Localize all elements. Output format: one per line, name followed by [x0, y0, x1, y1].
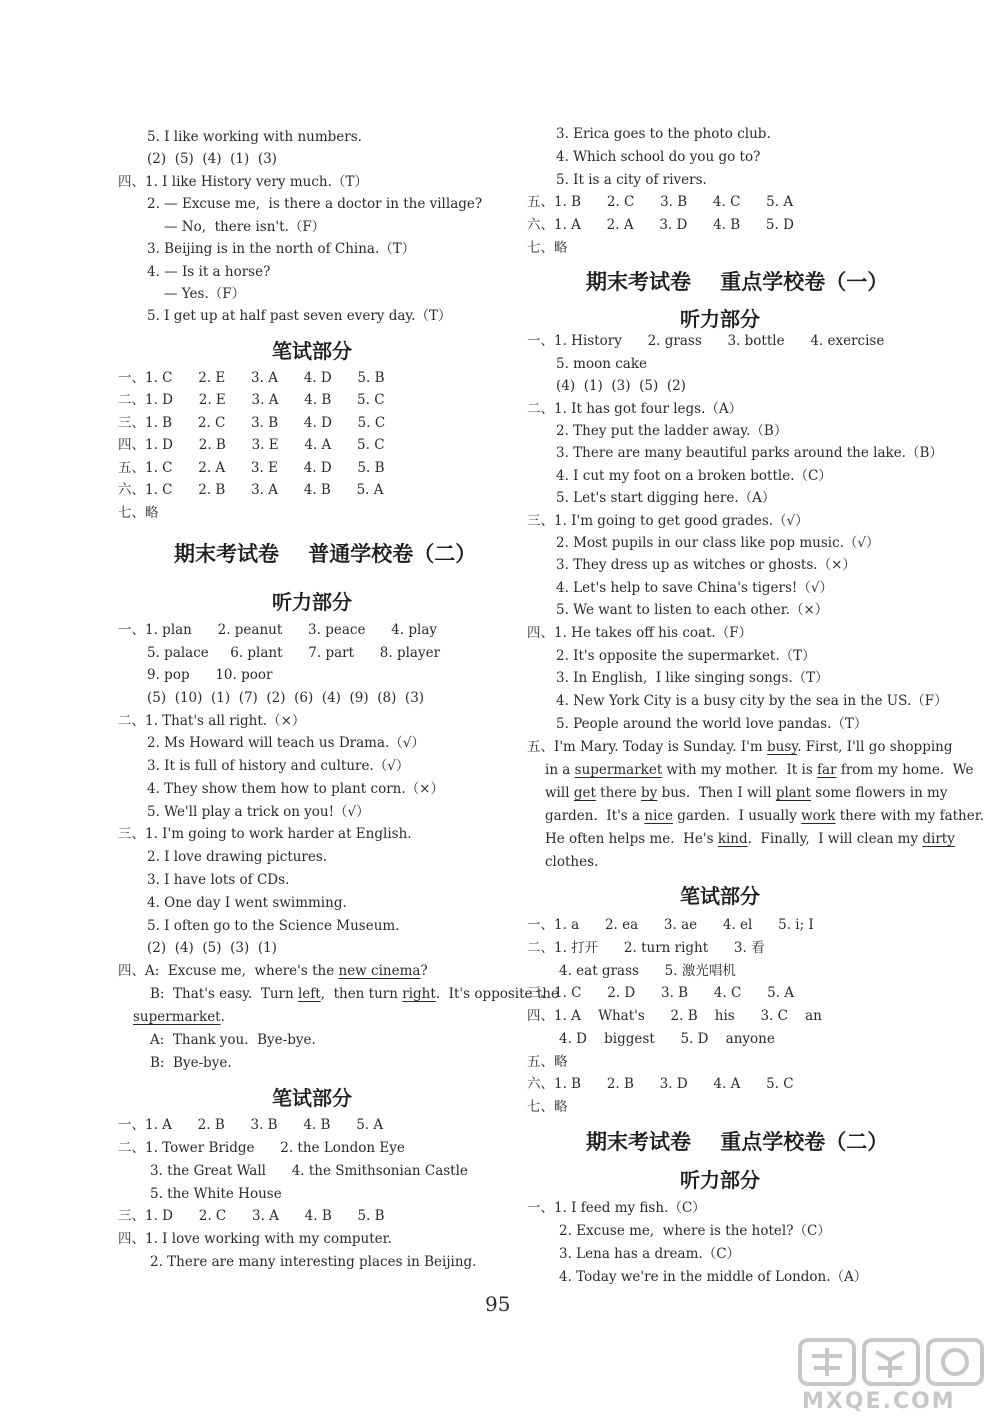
answer-line: 一、1. plan 2. peanut 3. peace 4. play: [118, 622, 437, 638]
answer-line: 六、1. A 2. A 3. D 4. B 5. D: [527, 217, 794, 233]
answer-line: 5. We want to listen to each other.（×）: [556, 602, 829, 618]
underlined-answer: dirty: [922, 831, 955, 847]
answer-line: 5. palace 6. plant 7. part 8. player: [147, 645, 441, 661]
answer-line: 一、1. History 2. grass 3. bottle 4. exercise: [527, 333, 885, 349]
answer-line: 七、略: [527, 240, 568, 256]
underlined-answer: by: [641, 785, 658, 801]
underlined-answer: far: [817, 762, 837, 778]
answer-line: 一、1. I feed my fish.（C）: [527, 1200, 706, 1216]
answer-line: 3. In English, I like singing songs.（T）: [556, 670, 829, 686]
answer-line: 二、1. 打开 2. turn right 3. 看: [527, 940, 765, 956]
exam-title: 期末考试卷 普通学校卷（二）: [174, 542, 477, 566]
answer-line: 4. Let's help to save China's tigers!（√）: [556, 580, 833, 596]
answer-line: 三、1. B 2. C 3. B 4. D 5. C: [118, 415, 386, 431]
answer-line: 5. Let's start digging here.（A）: [556, 490, 776, 506]
underlined-answer: kind: [717, 831, 748, 847]
answer-line: 3. Beijing is in the north of China.（T）: [147, 241, 416, 257]
answer-line: 3. Lena has a dream.（C）: [559, 1246, 741, 1262]
answer-line: 三、1. C 2. D 3. B 4. C 5. A: [527, 985, 795, 1001]
underlined-answer: busy: [767, 739, 798, 755]
underlined-answer: nice: [644, 808, 673, 824]
watermark-logo: [798, 1338, 986, 1412]
answer-line: 五、1. B 2. C 3. B 4. C 5. A: [527, 194, 794, 210]
answer-line: 5. It is a city of rivers.: [556, 172, 707, 188]
underlined-answer: supermarket: [133, 1009, 221, 1025]
dialogue-line: supermarket.: [133, 1009, 225, 1025]
answer-line: 七、略: [118, 505, 159, 521]
answer-line: 3. I have lots of CDs.: [147, 872, 290, 888]
answer-line: 4. One day I went swimming.: [147, 895, 347, 911]
answer-line: (2) (5) (4) (1) (3): [147, 151, 277, 167]
dialogue-line: B: That's easy. Turn left, then turn right. It's opposite the: [150, 986, 559, 1002]
answer-line: 5. I often go to the Science Museum.: [147, 918, 400, 934]
underlined-answer: supermarket: [574, 762, 663, 778]
passage-line: clothes.: [545, 854, 599, 870]
answer-line: 2. There are many interesting places in Beijing.: [150, 1254, 477, 1270]
answer-line: 4. — Is it a horse?: [147, 264, 271, 280]
answer-line: 四、1. He takes off his coat.（F）: [527, 625, 753, 641]
answer-line: 4. Today we're in the middle of London.（A）: [559, 1269, 868, 1285]
passage-line: in a supermarket with my mother. It is far from my home. We: [545, 762, 974, 778]
section-heading-written: 笔试部分: [272, 1086, 352, 1110]
dialogue-line: B: Bye-bye.: [150, 1055, 232, 1071]
answer-line: 4. Which school do you go to?: [556, 149, 761, 165]
dialogue-line: 四、A: Excuse me, where's the new cinema?: [118, 963, 428, 979]
underlined-answer: work: [801, 808, 836, 824]
passage-line: garden. It's a nice garden. I usually work there with my father.: [545, 808, 985, 824]
answer-line: 3. It is full of history and culture.（√）: [147, 758, 410, 774]
answer-line: 四、1. A What's 2. B his 3. C an: [527, 1008, 822, 1024]
answer-line: 4. I cut my foot on a broken bottle.（C）: [556, 468, 832, 484]
answer-line: 3. Erica goes to the photo club.: [556, 126, 771, 142]
answer-line: — No, there isn't.（F）: [164, 219, 326, 235]
answer-line: 5. People around the world love pandas.（T）: [556, 716, 868, 732]
underlined-answer: left: [297, 986, 321, 1002]
answer-line: 5. I get up at half past seven every day.（T）: [147, 308, 452, 324]
answer-line: 六、1. C 2. B 3. A 4. B 5. A: [118, 482, 384, 498]
answer-line: 2. It's opposite the supermarket.（T）: [556, 648, 816, 664]
section-heading-written: 笔试部分: [272, 339, 352, 363]
answer-line: (2) (4) (5) (3) (1): [147, 940, 277, 956]
answer-line: (4) (1) (3) (5) (2): [556, 378, 686, 394]
exam-title: 期末考试卷 重点学校卷（二）: [586, 1130, 889, 1154]
section-heading-listening: 听力部分: [272, 590, 352, 614]
passage-line: will get there by bus. Then I will plant some flowers in my: [545, 785, 948, 801]
answer-line: 2. I love drawing pictures.: [147, 849, 328, 865]
answer-line: 三、1. I'm going to get good grades.（√）: [527, 513, 809, 529]
answer-line: 一、1. a 2. ea 3. ae 4. el 5. i; I: [527, 917, 814, 933]
answer-line: 五、1. C 2. A 3. E 4. D 5. B: [118, 460, 385, 476]
answer-line: 二、1. That's all right.（×）: [118, 713, 306, 729]
answer-line: 2. Most pupils in our class like pop music.（√）: [556, 535, 880, 551]
exam-title: 期末考试卷 重点学校卷（一）: [586, 270, 889, 294]
answer-line: 三、1. I'm going to work harder at English.: [118, 826, 412, 842]
answer-line: 一、1. A 2. B 3. B 4. B 5. A: [118, 1117, 384, 1133]
answer-line: 3. They dress up as witches or ghosts.（×）: [556, 557, 856, 573]
passage-line: He often helps me. He's kind. Finally, I will clean my dirty: [545, 831, 955, 847]
answer-line: 二、1. D 2. E 3. A 4. B 5. C: [118, 392, 385, 408]
answer-line: 2. They put the ladder away.（B）: [556, 423, 788, 439]
underlined-answer: new cinema: [338, 963, 421, 979]
answer-line: 5. I like working with numbers.: [147, 129, 362, 145]
section-heading-listening: 听力部分: [680, 307, 760, 331]
answer-line: 3. There are many beautiful parks around the lake.（B）: [556, 445, 943, 461]
answer-line: 4. New York City is a busy city by the sea in the US.（F）: [556, 693, 948, 709]
dialogue-line: A: Thank you. Bye-bye.: [150, 1032, 316, 1048]
answer-line: 四、1. I like History very much.（T）: [118, 174, 368, 190]
answer-line: 9. pop 10. poor: [147, 667, 273, 683]
answer-line: — Yes.（F）: [164, 286, 246, 302]
answer-line: 三、1. D 2. C 3. A 4. B 5. B: [118, 1208, 385, 1224]
answer-line: 一、1. C 2. E 3. A 4. D 5. B: [118, 370, 385, 386]
answer-line: (5) (10) (1) (7) (2) (6) (4) (9) (8) (3): [147, 690, 425, 706]
page-number: 95: [485, 1292, 511, 1316]
section-heading-written: 笔试部分: [680, 884, 760, 908]
passage-line: 五、I'm Mary. Today is Sunday. I'm busy. First, I'll go shopping: [527, 739, 953, 755]
section-heading-listening: 听力部分: [680, 1168, 760, 1192]
answer-line: 五、略: [527, 1054, 568, 1070]
answer-line: 四、1. I love working with my computer.: [118, 1231, 392, 1247]
answer-line: 5. We'll play a trick on you!（√）: [147, 804, 370, 820]
answer-line: 5. moon cake: [556, 356, 647, 372]
answer-line: 2. Excuse me, where is the hotel?（C）: [559, 1223, 831, 1239]
underlined-answer: plant: [775, 785, 811, 801]
answer-line: 5. the White House: [150, 1186, 282, 1202]
answer-line: 四、1. D 2. B 3. E 4. A 5. C: [118, 437, 385, 453]
answer-line: 2. — Excuse me, is there a doctor in the village?: [147, 196, 483, 212]
answer-line: 二、1. Tower Bridge 2. the London Eye: [118, 1140, 405, 1156]
answer-line: 七、略: [527, 1099, 568, 1115]
answer-line: 4. eat grass 5. 激光唱机: [559, 963, 736, 979]
svg-text:MXQE.COM: MXQE.COM: [802, 1389, 956, 1412]
underlined-answer: get: [573, 785, 596, 801]
answer-line: 二、1. It has got four legs.（A）: [527, 401, 743, 417]
answer-line: 2. Ms Howard will teach us Drama.（√）: [147, 735, 425, 751]
answer-line: 3. the Great Wall 4. the Smithsonian Castle: [150, 1163, 468, 1179]
answer-line: 六、1. B 2. B 3. D 4. A 5. C: [527, 1076, 794, 1092]
underlined-answer: right: [402, 986, 436, 1002]
answer-line: 4. D biggest 5. D anyone: [559, 1031, 775, 1047]
answer-line: 4. They show them how to plant corn.（×）: [147, 781, 444, 797]
